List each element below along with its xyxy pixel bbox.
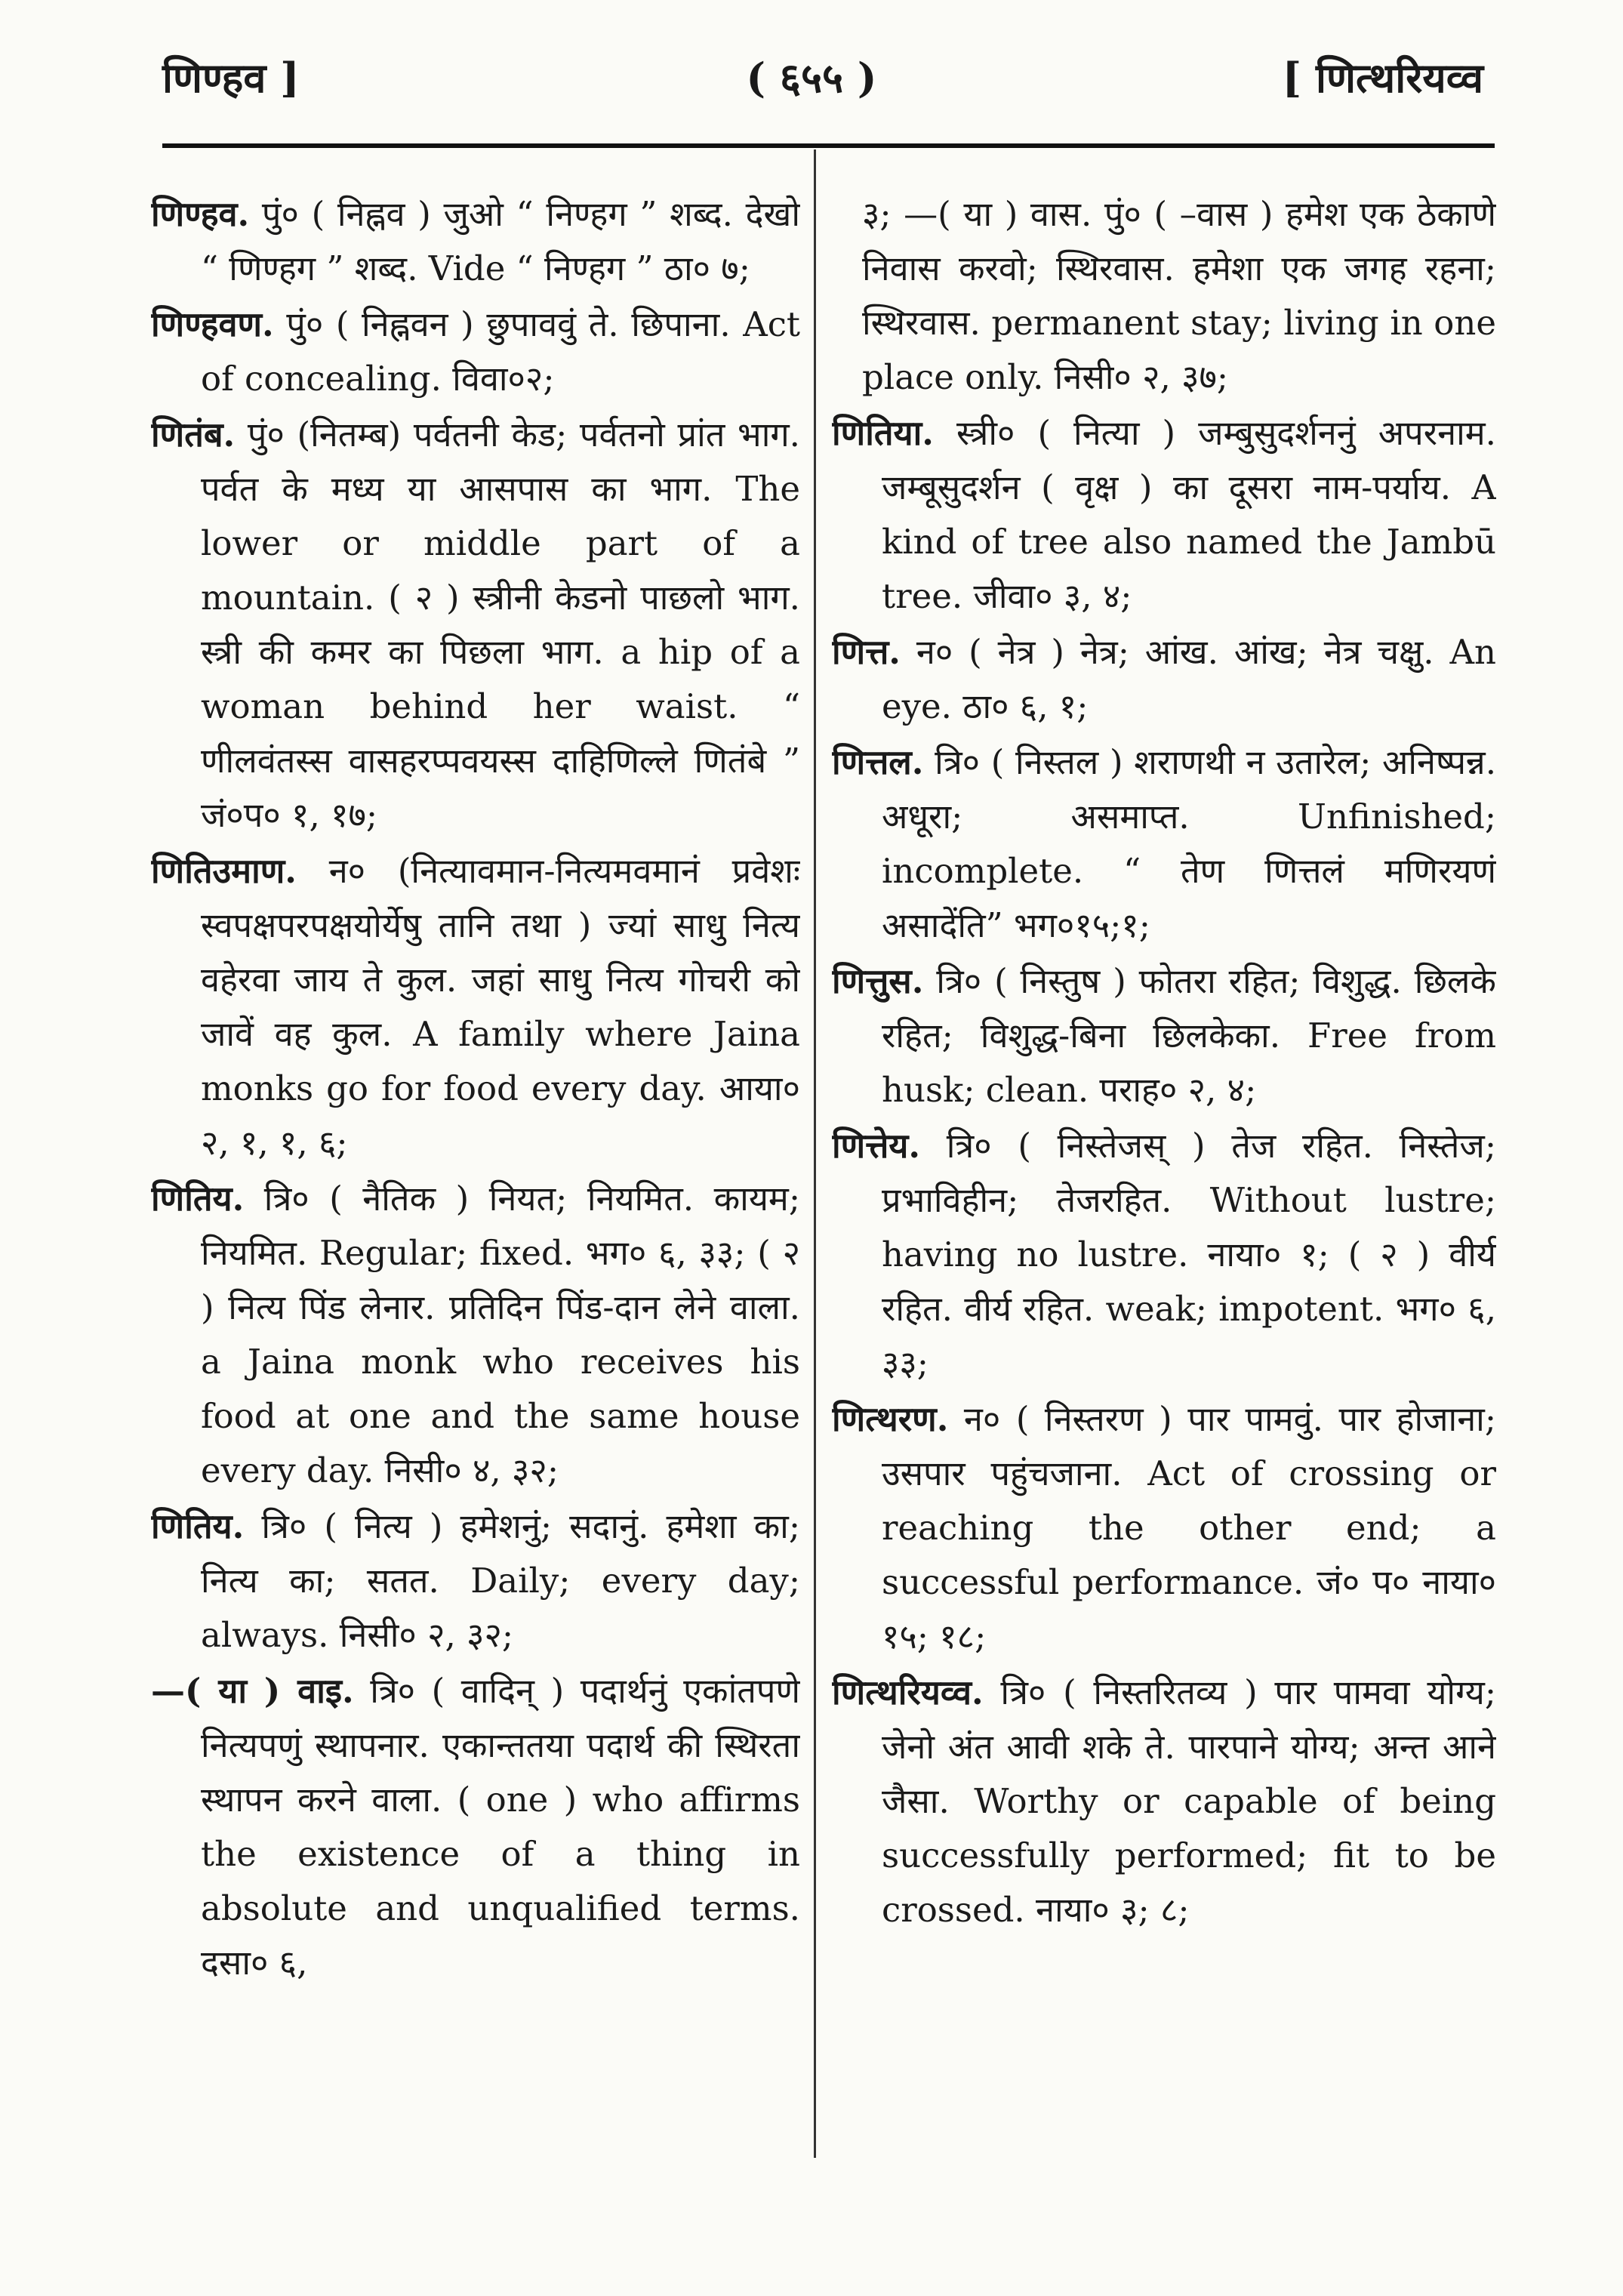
headword: णितिया.	[832, 413, 934, 453]
headword: णित्तुस.	[832, 961, 924, 1001]
dictionary-entry	[151, 297, 800, 406]
dictionary-entry	[832, 1392, 1496, 1664]
headword: णितिय.	[151, 1179, 245, 1219]
entry-definition: पुं० ( निह्नवन ) छुपाववुं ते. छिपाना. Act of concealing. विवा०२;	[201, 304, 800, 399]
headword: णितिय.	[151, 1506, 245, 1546]
headword: णित्थरण.	[832, 1399, 949, 1439]
dictionary-entry	[832, 625, 1496, 734]
entry-definition: त्रि० ( निस्तरितव्य ) पार पामवा योग्य; जेनो अंत आवी शके ते. पारपाने योग्य; अन्त आने जैसा. Worthy or capable of being successfully performed; fit to be crossed. नाया० ३; ८;	[882, 1672, 1496, 1930]
dictionary-entry	[151, 1172, 800, 1498]
header-rule	[162, 143, 1495, 148]
entry-definition: स्त्री० ( नित्या ) जम्बुसुदर्शननुं अपरनाम. जम्बूसुदर्शन ( वृक्ष ) का दूसरा नाम-पर्याय. A kind of tree also named the Jambū tree. जीवा० ३, ४;	[882, 413, 1496, 616]
dictionary-entry	[151, 408, 800, 843]
headword: णित्त.	[832, 632, 901, 672]
dictionary-entry-continuation	[832, 187, 1496, 405]
headword: णिण्हव.	[151, 194, 250, 234]
dictionary-entry	[832, 406, 1496, 624]
entry-definition: त्रि० ( निस्तेजस् ) तेज रहित. निस्तेज; प्रभाविहीन; तेजरहित. Without lustre; having no lustre. नाया० १; ( २ ) वीर्य रहित. वीर्य रहित. weak; impotent. भग० ६, ३३;	[882, 1126, 1496, 1383]
headword: णित्तल.	[832, 742, 924, 782]
dictionary-entry	[832, 1666, 1496, 1937]
dictionary-entry	[832, 1119, 1496, 1391]
headword: णितिउमाण.	[151, 851, 297, 891]
header-left-guideword: णिण्हव ]	[162, 54, 300, 102]
page-number: ( ६५५ )	[746, 54, 877, 102]
header-right-guideword: [ णित्थरियव्व	[1282, 54, 1483, 102]
entry-definition: ३; —( या ) वास. पुं० ( –वास ) हमेश एक ठेकाणे निवास करवो; स्थिरवास. हमेशा एक जगह रहना; स्थिरवास. permanent stay; living in one place only. निसी० २, ३७;	[862, 194, 1496, 397]
headword: णिण्हवण.	[151, 304, 274, 344]
dictionary-entry	[832, 735, 1496, 953]
column-divider	[814, 149, 816, 2158]
dictionary-entry	[832, 954, 1496, 1117]
left-column	[151, 187, 800, 2180]
entry-definition: न० ( निस्तरण ) पार पामवुं. पार होजाना; उसपार पहुंचजाना. Act of crossing or reaching the other end; a successful performance. जं० प० नाया० १५; १८;	[882, 1399, 1496, 1657]
headword: णित्थरियव्व.	[832, 1672, 984, 1712]
dictionary-subentry	[151, 1664, 800, 1990]
headword: —( या ) वाइ.	[151, 1671, 354, 1711]
entry-definition: न० (नित्यावमान-नित्यमवमानं प्रवेशः स्वपक्षपरपक्षयोर्येषु तानि तथा ) ज्यां साधु नित्य वहेरवा जाय ते कुल. जहां साधु नित्य गोचरी को जावें वह कुल. A family where Jaina monks go for food every day. आया० २, १, १, ६;	[201, 851, 800, 1163]
headword: णितंब.	[151, 415, 236, 455]
dictionary-entry	[151, 1499, 800, 1663]
right-column	[832, 187, 1496, 2180]
entry-definition: त्रि० ( नित्य ) हमेशनुं; सदानुं. हमेशा का; नित्य का; सतत. Daily; every day; always. निसी० २, ३२;	[201, 1506, 800, 1655]
entry-definition: त्रि० ( वादिन् ) पदार्थनुं एकांतपणे नित्यपणुं स्थापनार. एकान्ततया पदार्थ की स्थिरता स्थापन करने वाला. ( one ) who affirms the existence of a thing in absolute and unqualified terms. दसा० ६,	[201, 1671, 800, 1983]
entry-definition: पुं० ( निह्नव ) जुओ “ निण्हग ” शब्द. देखो “ णिण्हग ” शब्द. Vide “ निण्हग ” ठा० ७;	[201, 194, 800, 288]
dictionary-entry	[151, 187, 800, 296]
entry-definition: पुं० (नितम्ब) पर्वतनी केड; पर्वतनो प्रांत भाग. पर्वत के मध्य या आसपास का भाग. The lower or middle part of a mountain. ( २ ) स्त्रीनी केडनो पाछलो भाग. स्त्री की कमर का पिछला भाग. a hip of a woman behind her waist. “ णीलवंतस्स वासहरप्पवयस्स दाहिणिल्ले णितंबे ” जं०प० १, १७;	[201, 415, 800, 835]
entry-definition: न० ( नेत्र ) नेत्र; आंख. आंख; नेत्र चक्षु. An eye. ठा० ६, १;	[882, 632, 1496, 726]
dictionary-entry	[151, 844, 800, 1170]
entry-definition: त्रि० ( निस्तुष ) फोतरा रहित; विशुद्ध. छिलके रहित; विशुद्ध-बिना छिलकेका. Free from husk; clean. पराह० २, ४;	[882, 961, 1496, 1110]
headword: णित्तेय.	[832, 1126, 921, 1166]
entry-definition: त्रि० ( निस्तल ) शराणथी न उतारेल; अनिष्पन्न. अधूरा; असमाप्त. Unfinished; incomplete. “ तेण णित्तलं मणिरयणं असादेंति” भग०१५;१;	[882, 742, 1496, 945]
entry-definition: त्रि० ( नैतिक ) नियत; नियमित. कायम; नियमित. Regular; fixed. भग० ६, ३३; ( २ ) नित्य पिंड लेनार. प्रतिदिन पिंड-दान लेने वाला. a Jaina monk who receives his food at one and the same house every day. निसी० ४, ३२;	[201, 1179, 800, 1490]
